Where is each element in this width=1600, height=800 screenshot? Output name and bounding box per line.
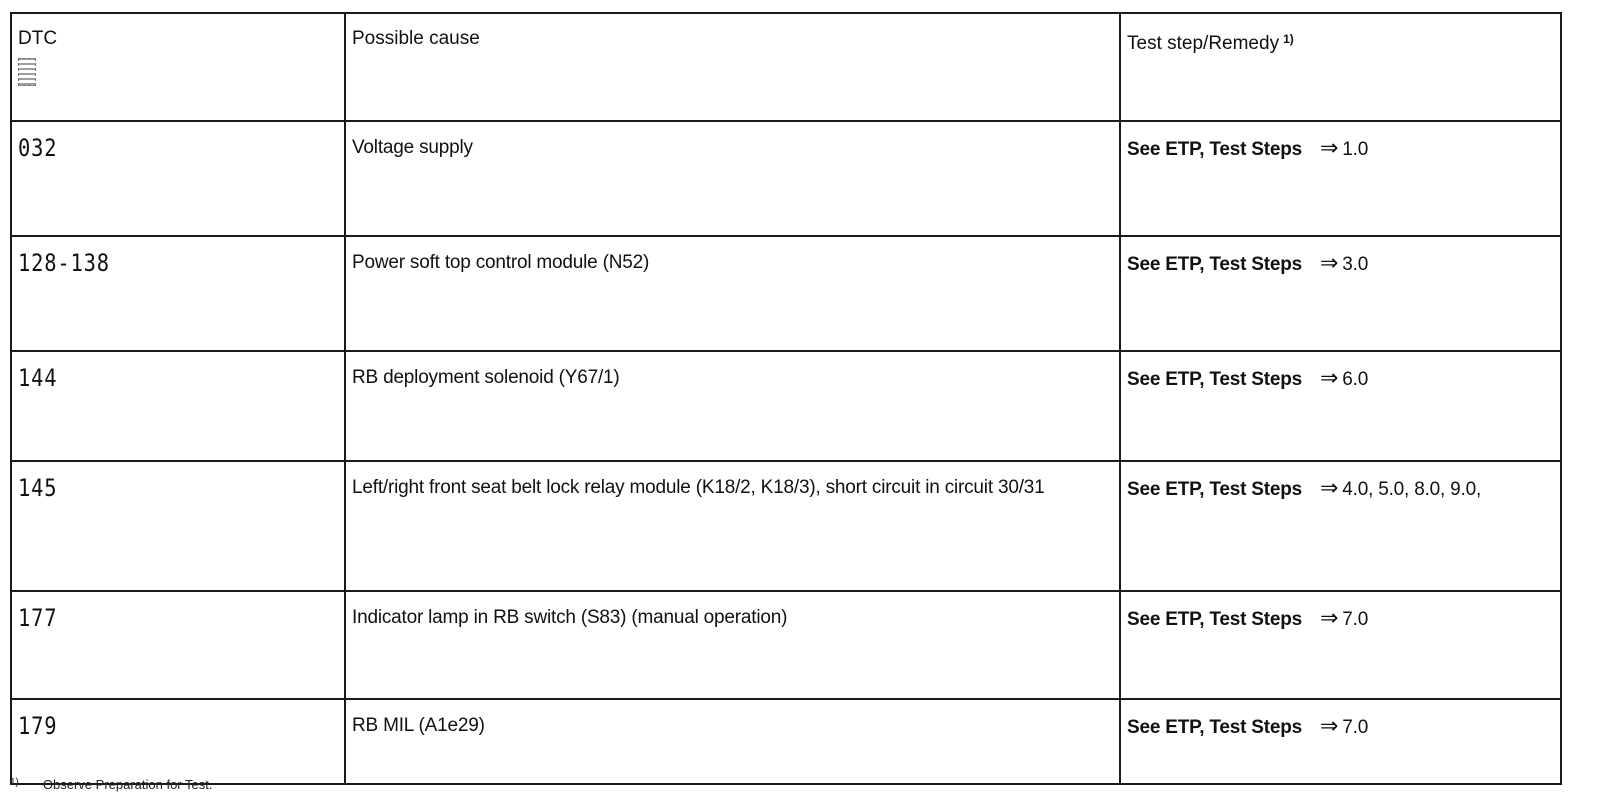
footnote [10,777,212,792]
cause-text: Left/right front seat belt lock relay module (K18/2, K18/3), short circuit in circuit 30/31 [352,477,1045,498]
arrow-icon: ⇒ [1320,135,1339,160]
arrow-icon: ⇒ [1320,475,1339,500]
dtc-cell [11,236,345,351]
remedy-cell [1120,591,1561,699]
table-row [11,461,1561,591]
dtc-code: 032 [18,134,58,162]
footnote-text: Observe Preparation for Test. [42,777,213,792]
cause-text: Power soft top control module (N52) [352,252,650,273]
cause-cell [345,699,1120,784]
remedy-label: See ETP, Test Steps [1127,479,1303,500]
arrow-icon: ⇒ [1320,365,1339,390]
cause-text: RB MIL (A1e29) [352,715,485,736]
dtc-code: 145 [18,474,58,502]
footnote-mark: 1) [10,777,19,788]
remedy-cell [1120,699,1561,784]
table-row [11,351,1561,461]
arrow-icon: ⇒ [1320,713,1339,738]
dtc-cell [11,121,345,236]
dtc-code: 144 [18,364,58,392]
arrow-icon: ⇒ [1320,250,1339,275]
table-row [11,121,1561,236]
cause-text: Voltage supply [352,137,473,158]
remedy-cell [1120,236,1561,351]
arrow-icon: ⇒ [1320,605,1339,630]
header-cause-label: Possible cause [352,28,480,49]
remedy-steps: 3.0 [1342,254,1369,275]
remedy-cell [1120,461,1561,591]
dtc-table [10,12,1562,785]
remedy-steps: 6.0 [1342,369,1369,390]
remedy-steps: 7.0 [1342,609,1369,630]
remedy-steps: 7.0 [1342,717,1369,738]
dtc-cell [11,591,345,699]
table-row [11,236,1561,351]
remedy-cell [1120,351,1561,461]
footnote-ref: 1) [1283,32,1294,46]
dtc-cell [11,699,345,784]
control-unit-icon [18,58,36,86]
remedy-label: See ETP, Test Steps [1127,139,1303,160]
dtc-code: 128-138 [18,249,110,277]
dtc-cell [11,461,345,591]
dtc-code: 177 [18,604,58,632]
remedy-label: See ETP, Test Steps [1127,369,1303,390]
cause-cell [345,591,1120,699]
table-row [11,699,1561,784]
header-dtc-label: DTC [18,28,58,49]
remedy-label: See ETP, Test Steps [1127,609,1303,630]
header-remedy-label: Test step/Remedy [1127,33,1280,54]
cause-cell [345,121,1120,236]
remedy-steps: 1.0 [1342,139,1369,160]
dtc-code: 179 [18,712,58,740]
header-dtc [11,13,345,121]
remedy-label: See ETP, Test Steps [1127,717,1303,738]
cause-cell [345,461,1120,591]
header-test-step [1120,13,1561,121]
table-row [11,591,1561,699]
remedy-steps: 4.0, 5.0, 8.0, 9.0, [1342,479,1482,500]
table-header-row [11,13,1561,121]
remedy-cell [1120,121,1561,236]
cause-text: RB deployment solenoid (Y67/1) [352,367,620,388]
header-possible-cause [345,13,1120,121]
cause-text: Indicator lamp in RB switch (S83) (manual operation) [352,607,788,628]
cause-cell [345,236,1120,351]
dtc-cell [11,351,345,461]
remedy-label: See ETP, Test Steps [1127,254,1303,275]
cause-cell [345,351,1120,461]
